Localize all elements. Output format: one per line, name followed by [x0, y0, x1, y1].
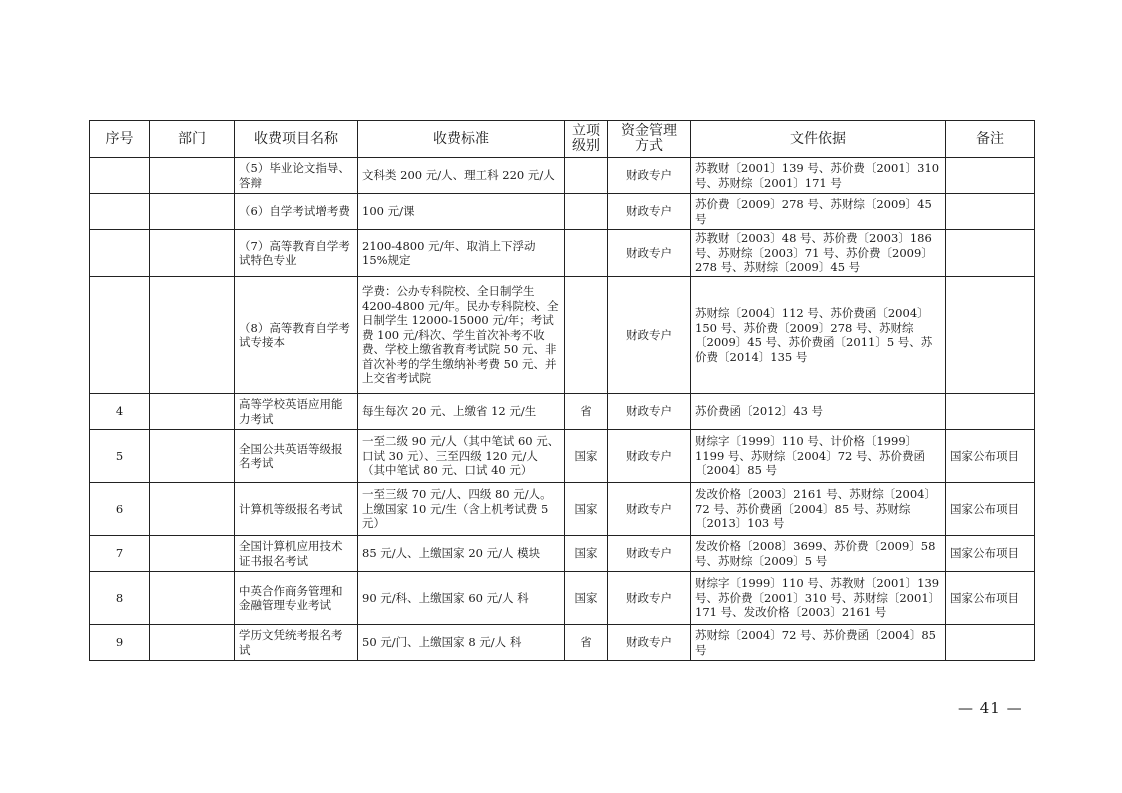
- header-note: 备注: [946, 121, 1035, 158]
- cell-seq: [90, 277, 150, 394]
- cell-note: [946, 158, 1035, 194]
- cell-fee-standard: 学费：公办专科院校、全日制学生 4200-4800 元/年。民办专科院校、全日制学生 12000-15000 元/年；考试费 100 元/科次、学生首次补考不收费、学校上缴省教育考试院 50 元、非首次补考的学生缴纳补考费 50 元、并上交省考试院: [358, 277, 565, 394]
- fee-table: [89, 120, 1035, 661]
- cell-document-basis: 发改价格〔2008〕3699、苏价费〔2009〕58 号、苏财综〔2009〕5 号: [691, 536, 946, 572]
- cell-level: 省: [565, 625, 608, 661]
- cell-note: 国家公布项目: [946, 536, 1035, 572]
- cell-fee-standard: 100 元/课: [358, 194, 565, 230]
- cell-dept: [150, 277, 235, 394]
- cell-seq: 5: [90, 430, 150, 483]
- table-row: [90, 430, 1035, 483]
- cell-document-basis: 财综字〔1999〕110 号、苏教财〔2001〕139 号、苏价费〔2001〕310 号、苏财综〔2001〕171 号、发改价格〔2003〕2161 号: [691, 572, 946, 625]
- table-row: [90, 158, 1035, 194]
- cell-fee-standard: 文科类 200 元/人、理工科 220 元/人: [358, 158, 565, 194]
- cell-fee-standard: 85 元/人、上缴国家 20 元/人 模块: [358, 536, 565, 572]
- cell-item-name: （6）自学考试增考费: [235, 194, 358, 230]
- cell-dept: [150, 572, 235, 625]
- cell-seq: 9: [90, 625, 150, 661]
- cell-item-name: 计算机等级报名考试: [235, 483, 358, 536]
- cell-note: 国家公布项目: [946, 430, 1035, 483]
- cell-seq: 8: [90, 572, 150, 625]
- header-fund: 资金管理方式: [608, 121, 691, 158]
- cell-note: [946, 394, 1035, 430]
- cell-level: 国家: [565, 430, 608, 483]
- cell-level: [565, 277, 608, 394]
- cell-document-basis: 苏财综〔2004〕112 号、苏价费函〔2004〕150 号、苏价费〔2009〕278 号、苏财综〔2009〕45 号、苏价费函〔2011〕5 号、苏价费〔2014〕135 号: [691, 277, 946, 394]
- cell-note: [946, 230, 1035, 277]
- cell-level: 国家: [565, 483, 608, 536]
- cell-document-basis: 苏财综〔2004〕72 号、苏价费函〔2004〕85 号: [691, 625, 946, 661]
- cell-level: 国家: [565, 536, 608, 572]
- cell-item-name: 学历文凭统考报名考试: [235, 625, 358, 661]
- header-level: 立项级别: [565, 121, 608, 158]
- cell-dept: [150, 625, 235, 661]
- cell-item-name: （7）高等教育自学考试特色专业: [235, 230, 358, 277]
- cell-fund-management: 财政专户: [608, 572, 691, 625]
- cell-document-basis: 苏价费函〔2012〕43 号: [691, 394, 946, 430]
- table-row: [90, 194, 1035, 230]
- header-seq: 序号: [90, 121, 150, 158]
- cell-seq: [90, 194, 150, 230]
- cell-item-name: （5）毕业论文指导、答辩: [235, 158, 358, 194]
- table-body: [90, 158, 1035, 661]
- header-item: 收费项目名称: [235, 121, 358, 158]
- cell-dept: [150, 230, 235, 277]
- cell-fee-standard: 每生每次 20 元、上缴省 12 元/生: [358, 394, 565, 430]
- cell-fee-standard: 一至二级 90 元/人（其中笔试 60 元、口试 30 元）、三至四级 120 元/人（其中笔试 80 元、口试 40 元）: [358, 430, 565, 483]
- cell-dept: [150, 483, 235, 536]
- cell-seq: 7: [90, 536, 150, 572]
- header-row: [90, 121, 1035, 158]
- table-row: [90, 625, 1035, 661]
- cell-fee-standard: 一至三级 70 元/人、四级 80 元/人。上缴国家 10 元/生（含上机考试费 5 元）: [358, 483, 565, 536]
- cell-note: 国家公布项目: [946, 572, 1035, 625]
- cell-dept: [150, 394, 235, 430]
- cell-document-basis: 苏价费〔2009〕278 号、苏财综〔2009〕45 号: [691, 194, 946, 230]
- cell-item-name: 中英合作商务管理和金融管理专业考试: [235, 572, 358, 625]
- cell-level: [565, 158, 608, 194]
- table-row: [90, 572, 1035, 625]
- cell-document-basis: 财综字〔1999〕110 号、计价格〔1999〕1199 号、苏财综〔2004〕72 号、苏价费函〔2004〕85 号: [691, 430, 946, 483]
- table-row: [90, 394, 1035, 430]
- cell-dept: [150, 536, 235, 572]
- table-row: [90, 277, 1035, 394]
- cell-fund-management: 财政专户: [608, 536, 691, 572]
- cell-note: 国家公布项目: [946, 483, 1035, 536]
- header-dept: 部门: [150, 121, 235, 158]
- cell-note: [946, 625, 1035, 661]
- cell-dept: [150, 158, 235, 194]
- cell-fund-management: 财政专户: [608, 277, 691, 394]
- table-row: [90, 483, 1035, 536]
- cell-fund-management: 财政专户: [608, 230, 691, 277]
- cell-fund-management: 财政专户: [608, 194, 691, 230]
- cell-fund-management: 财政专户: [608, 625, 691, 661]
- cell-level: [565, 230, 608, 277]
- page-number: — 41 —: [958, 699, 1023, 717]
- cell-item-name: 全国公共英语等级报名考试: [235, 430, 358, 483]
- cell-document-basis: 苏教财〔2001〕139 号、苏价费〔2001〕310 号、苏财综〔2001〕171 号: [691, 158, 946, 194]
- header-basis: 文件依据: [691, 121, 946, 158]
- cell-fee-standard: 2100-4800 元/年、取消上下浮动 15%规定: [358, 230, 565, 277]
- cell-dept: [150, 194, 235, 230]
- cell-document-basis: 苏教财〔2003〕48 号、苏价费〔2003〕186 号、苏财综〔2003〕71 号、苏价费〔2009〕278 号、苏财综〔2009〕45 号: [691, 230, 946, 277]
- cell-document-basis: 发改价格〔2003〕2161 号、苏财综〔2004〕72 号、苏价费函〔2004〕85 号、苏财综〔2013〕103 号: [691, 483, 946, 536]
- cell-fund-management: 财政专户: [608, 483, 691, 536]
- cell-seq: [90, 158, 150, 194]
- cell-item-name: 全国计算机应用技术证书报名考试: [235, 536, 358, 572]
- cell-dept: [150, 430, 235, 483]
- cell-level: 省: [565, 394, 608, 430]
- header-standard: 收费标准: [358, 121, 565, 158]
- cell-note: [946, 277, 1035, 394]
- cell-fund-management: 财政专户: [608, 158, 691, 194]
- cell-level: 国家: [565, 572, 608, 625]
- cell-fee-standard: 50 元/门、上缴国家 8 元/人 科: [358, 625, 565, 661]
- cell-seq: 4: [90, 394, 150, 430]
- cell-fee-standard: 90 元/科、上缴国家 60 元/人 科: [358, 572, 565, 625]
- table-row: [90, 230, 1035, 277]
- cell-seq: 6: [90, 483, 150, 536]
- cell-fund-management: 财政专户: [608, 394, 691, 430]
- cell-level: [565, 194, 608, 230]
- cell-fund-management: 财政专户: [608, 430, 691, 483]
- cell-item-name: （8）高等教育自学考试专接本: [235, 277, 358, 394]
- cell-item-name: 高等学校英语应用能力考试: [235, 394, 358, 430]
- cell-seq: [90, 230, 150, 277]
- table-row: [90, 536, 1035, 572]
- cell-note: [946, 194, 1035, 230]
